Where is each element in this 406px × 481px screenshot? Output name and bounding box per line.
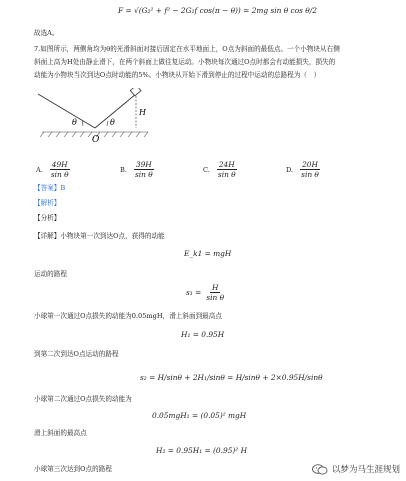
right-incline (95, 94, 136, 128)
theta-left-label: θ (72, 118, 77, 127)
top-formula: F = √(G₂² + f² − 2G₂f cos(π − θ)) = 2mg sin θ cos θ/2 (118, 6, 317, 15)
option-a: A. $\frac{49H}{\text{sin θ}}$ (36, 160, 69, 179)
question-line-1: 7.如图所示，两侧角均为θ的光滑斜面对接后固定在水平地面上，O点为斜面的最低点。一个小物块从右侧 (34, 45, 340, 53)
equation-loss2: 0.05mgH₁ = (0.05)² mgH (152, 411, 247, 420)
answer-tag: 【答案】B (34, 184, 66, 192)
fenxi-tag: 【分析】 (34, 214, 61, 222)
detail-line-5: 小球第二次通过O点损失的动能为 (34, 395, 132, 403)
analysis-tag: 【解析】 (34, 199, 61, 207)
equation-h1: H₁ = 0.95H (181, 330, 225, 339)
watermark-text: 以梦为马生涯规划 (331, 465, 400, 475)
option-d: D. $\frac{20H}{\text{sin θ}}$ (286, 160, 319, 179)
incline-figure (38, 88, 156, 150)
equation-s2: s₂ = H/sinθ + 2H₁/sinθ = H/sinθ + 2×0.95H/sinθ (140, 373, 323, 382)
option-c: C. $\frac{24H}{\text{sin θ}}$ (203, 160, 236, 179)
arc-right (107, 121, 108, 126)
watermark (312, 463, 400, 475)
arc-left (82, 121, 83, 126)
detail-line-2: 运动的路程 (34, 270, 67, 278)
origin-label: O (92, 135, 100, 145)
equation-ek1: E_k1 = mgH (184, 249, 232, 258)
question-line-3: 动能为小物块当次到达O点时动能的5%。小物块从开始下滑到停止的过程中运动的总路程为（ ） (34, 71, 321, 79)
detail-line-6: 滑上斜面的最高点 (34, 429, 87, 437)
height-label: H (139, 108, 146, 117)
block (130, 88, 141, 96)
detail-line-1: 【详解】小物块第一次到达O点，获得的动能 (34, 232, 165, 240)
detail-line-7: 小球第三次达到O点的路程 (34, 465, 112, 473)
question-line-2: 斜面上高为H处由静止滑下，在两个斜面上做往复运动。小物块每次通过O点时都会有动能损失，损失的 (34, 58, 336, 66)
detail-line-4: 到第二次到达O点运动的路程 (34, 350, 119, 358)
option-b: B. $\frac{39H}{\text{sin θ}}$ (120, 160, 153, 179)
left-incline (38, 94, 95, 128)
equation-s1: s₁ = $\frac{H}{\text{sin θ}}$ (186, 283, 225, 302)
theta-right-label: θ (110, 118, 115, 127)
detail-line-3: 小球第一次通过O点损失的动能为0.05mgH，滑上斜面到最高点 (34, 312, 222, 320)
wechat-icon (312, 464, 328, 475)
conclusion-text: 故选A。 (34, 29, 59, 37)
equation-h2: H₂ = 0.95H₁ = (0.95)² H (156, 446, 248, 455)
